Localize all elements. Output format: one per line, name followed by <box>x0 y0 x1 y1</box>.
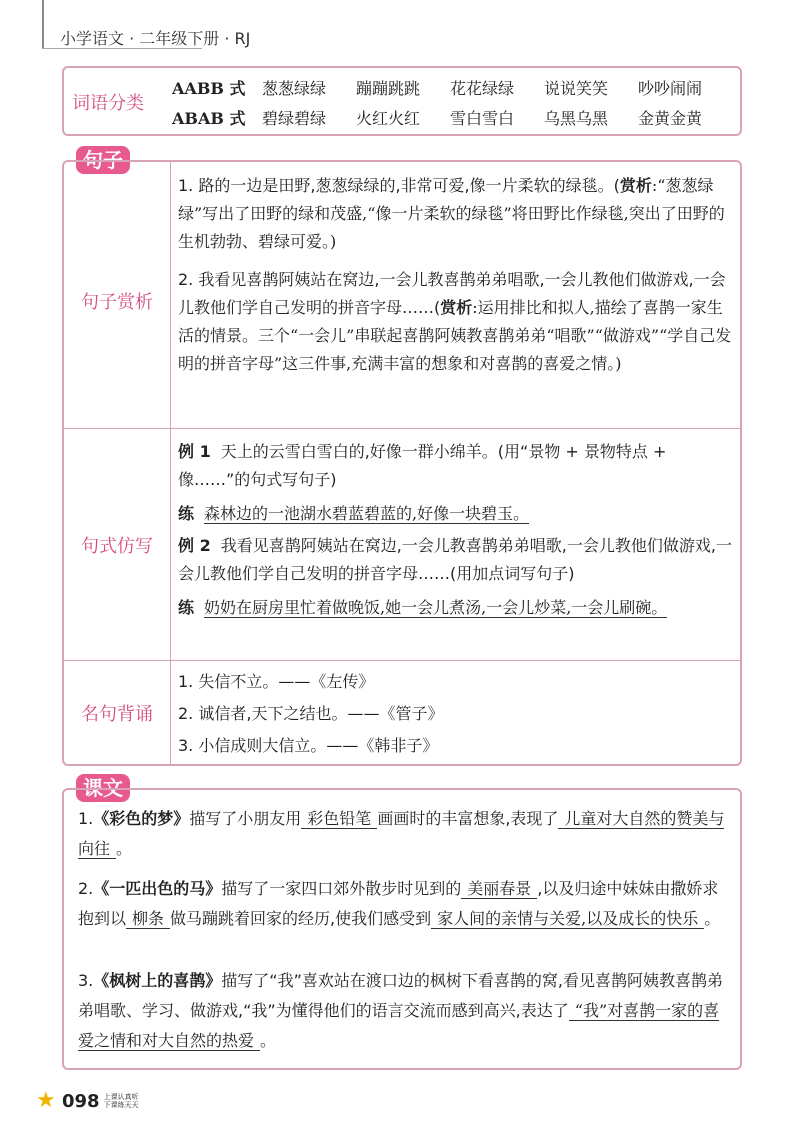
sentences-tag: 句子 <box>76 146 130 174</box>
imitation-practice-1: 练 森林边的一池湖水碧蓝碧蓝的,好像一块碧玉。 <box>178 504 530 523</box>
vocab-word: 碧绿碧绿 <box>262 109 327 128</box>
page-number: 098 <box>62 1090 100 1112</box>
vocab-word: 乌黑乌黑 <box>544 109 609 128</box>
sentences-table <box>62 160 742 766</box>
page-header: 小学语文 · 二年级下册 · RJ <box>60 29 251 48</box>
star-icon: ★ <box>36 1088 56 1113</box>
quote-3: 3. 小信成则大信立。——《韩非子》 <box>178 736 439 755</box>
vocab-word: 花花绿绿 <box>450 79 515 98</box>
vocab-box <box>62 66 742 136</box>
imitation-practice-2: 练 奶奶在厨房里忙着做晚饭,她一会儿煮汤,一会儿炒菜,一会儿刷碗。 <box>178 598 668 617</box>
text-tag: 课文 <box>76 774 130 802</box>
pattern-label: ABAB 式 <box>172 109 246 128</box>
imitation-example-1: 例 1 天上的云雪白雪白的,好像一群小绵羊。(用“景物 + 景物特点 + 像……”的句式写句子) <box>178 442 667 489</box>
row-divider <box>64 660 740 661</box>
lesson-1: 1.《彩色的梦》描写了小朋友用 彩色铅笔 画画时的丰富想象,表现了 儿童对大自然的赞美与向往 。 <box>78 809 725 858</box>
imitation-example-2: 例 2 我看见喜鹊阿姨站在窝边,一会儿教喜鹊弟弟唱歌,一会儿教他们做游戏,一会儿教他们学自己发明的拼音字母……(用加点词写句子) <box>178 536 732 583</box>
lessons-box <box>62 788 742 1070</box>
quote-1: 1. 失信不立。——《左传》 <box>178 672 375 691</box>
lesson-3: 3.《枫树上的喜鹊》描写了“我”喜欢站在渡口边的枫树下看喜鹊的窝,看见喜鹊阿姨教喜鹊弟弟唱歌、学习、做游戏,“我”为懂得他们的语言交流而感到高兴,表达了 “我”对喜鹊一家的喜爱之情和对大自然的热爱 。 <box>78 971 723 1050</box>
vocab-row-aabb <box>172 76 732 99</box>
vocab-word: 说说笑笑 <box>544 79 609 98</box>
appreciation-item-1: 1. 路的一边是田野,葱葱绿绿的,非常可爱,像一片柔软的绿毯。(赏析:“葱葱绿绿”写出了田野的绿和茂盛,“像一片柔软的绿毯”将田野比作绿毯,突出了田野的生机勃勃、碧绿可爱。) <box>178 176 725 251</box>
top-rule <box>42 0 44 48</box>
vocab-word: 葱葱绿绿 <box>262 79 327 98</box>
vocab-word: 吵吵闹闹 <box>638 79 703 98</box>
appreciation-item-2: 2. 我看见喜鹊阿姨站在窝边,一会儿教喜鹊弟弟唱歌,一会儿教他们做游戏,一会儿教他们学自己发明的拼音字母……(赏析:运用排比和拟人,描绘了喜鹊一家生活的情景。三个“一会儿”串联起喜鹊阿姨教喜鹊弟弟“唱歌”“做游戏”“学自己发明的拼音字母”这三件事,充满丰富的想象和对喜鹊的喜爱之情。) <box>178 270 732 373</box>
vocab-word: 雪白雪白 <box>450 109 515 128</box>
pattern-label: AABB 式 <box>172 79 246 98</box>
category-appreciation: 句子赏析 <box>81 292 153 313</box>
lesson-2: 2.《一匹出色的马》描写了一家四口郊外散步时见到的 美丽春景 ,以及归途中妹妹由撒娇求抱到以 柳条 做马蹦跳着回家的经历,使我们感受到 家人间的亲情与关爱,以及成长的快乐 。 <box>78 879 721 928</box>
category-quotes: 名句背诵 <box>81 704 153 725</box>
vocab-word: 金黄金黄 <box>638 109 703 128</box>
quote-2: 2. 诚信者,天下之结也。——《管子》 <box>178 704 444 723</box>
row-divider <box>64 428 740 429</box>
category-column <box>64 162 171 764</box>
footer-slogan: 上课认真听 下课练天天 <box>103 1093 139 1109</box>
category-imitation: 句式仿写 <box>81 536 153 557</box>
vocab-word: 火红火红 <box>356 109 421 128</box>
page-footer <box>36 1090 139 1112</box>
vocab-row-abab <box>172 106 732 129</box>
vocab-label: 词语分类 <box>72 93 144 114</box>
vocab-word: 蹦蹦跳跳 <box>356 79 421 98</box>
